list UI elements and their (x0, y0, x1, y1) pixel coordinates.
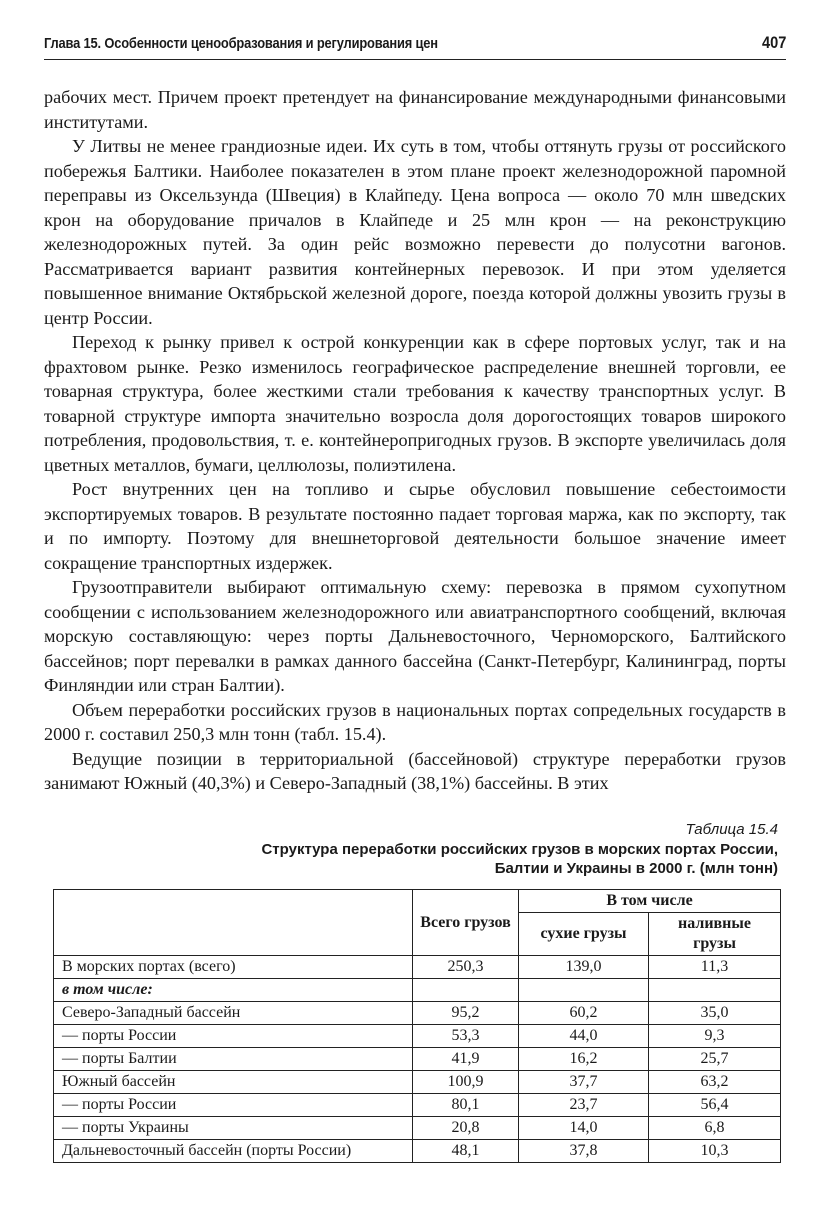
table-label: Таблица 15.4 (685, 821, 778, 838)
row-name: — порты Украины (54, 1117, 413, 1140)
table-row (54, 1002, 781, 1025)
row-liquid: 11,3 (649, 956, 781, 979)
row-liquid: 9,3 (649, 1025, 781, 1048)
row-total: 95,2 (413, 1002, 519, 1025)
row-total: 20,8 (413, 1117, 519, 1140)
row-dry: 23,7 (519, 1094, 649, 1117)
row-total: 250,3 (413, 956, 519, 979)
row-name: — порты России (54, 1025, 413, 1048)
row-name: Южный бассейн (54, 1071, 413, 1094)
table-caption (44, 820, 778, 878)
row-name: в том числе: (54, 979, 413, 1002)
row-dry: 37,8 (519, 1140, 649, 1163)
table-row (54, 1048, 781, 1071)
table-title-line: Структура переработки российских грузов в морских портах России, (261, 841, 778, 858)
header-total: Всего грузов (413, 890, 519, 956)
row-name: Дальневосточный бассейн (порты России) (54, 1140, 413, 1163)
row-total: 53,3 (413, 1025, 519, 1048)
table-row (54, 1094, 781, 1117)
header-dry: сухие грузы (519, 913, 649, 956)
body-text (44, 85, 786, 796)
row-name: В морских портах (всего) (54, 956, 413, 979)
running-header (44, 33, 786, 60)
row-dry: 139,0 (519, 956, 649, 979)
table-row (54, 1117, 781, 1140)
row-dry: 37,7 (519, 1071, 649, 1094)
row-name: — порты России (54, 1094, 413, 1117)
paragraph: Грузоотправители выбирают оптимальную схему: перевозка в прямом сухопутном сообщении с использованием железнодорожного или авиатранспортного сообщений, включая морскую составляющую: через порты Дальневосточного, Черноморского, Балтийского бассейнов; порт перевалки в рамках данного бассейна (Санкт-Петербург, Калининград, порты Финляндии или стран Балтии). (44, 577, 786, 695)
row-liquid: 25,7 (649, 1048, 781, 1071)
table-title-line: Балтии и Украины в 2000 г. (млн тонн) (494, 860, 778, 877)
table-row (54, 1140, 781, 1163)
row-liquid: 63,2 (649, 1071, 781, 1094)
cargo-structure-table (53, 889, 781, 1163)
row-total (413, 979, 519, 1002)
row-total: 80,1 (413, 1094, 519, 1117)
row-dry (519, 979, 649, 1002)
table-row (54, 1025, 781, 1048)
row-name: Северо-Западный бассейн (54, 1002, 413, 1025)
table-row (54, 979, 781, 1002)
row-name: — порты Балтии (54, 1048, 413, 1071)
row-dry: 16,2 (519, 1048, 649, 1071)
paragraph: Объем переработки российских грузов в национальных портах сопредельных государств в 2000 г. составил 250,3 млн тонн (табл. 15.4). (44, 699, 786, 744)
row-liquid: 56,4 (649, 1094, 781, 1117)
row-total: 41,9 (413, 1048, 519, 1071)
chapter-title: Глава 15. Особенности ценообразования и регулирования цен (44, 35, 438, 52)
row-dry: 60,2 (519, 1002, 649, 1025)
paragraph: У Литвы не менее грандиозные идеи. Их суть в том, чтобы оттянуть грузы от российского побережья Балтики. Наиболее показателен в этом плане проект железнодорожной паромной переправы из Оксельзунда (Швеция) в Клайпеду. Цена вопроса — около 70 млн шведских крон на оборудование причалов в Клайпеде и 25 млн крон — на реконструкцию железнодорожных путей. За один рейс возможно перевести до полусотни вагонов. Рассматривается вариант развития контейнерных перевозок. И при этом уделяется повышенное внимание Октябрьской железной дороге, поезда которой должны увозить грузы в центр России. (44, 136, 786, 328)
row-total: 100,9 (413, 1071, 519, 1094)
paragraph: рабочих мест. Причем проект претендует на финансирование международными финансовыми институтами. (44, 87, 786, 132)
row-dry: 44,0 (519, 1025, 649, 1048)
paragraph: Переход к рынку привел к острой конкуренции как в сфере портовых услуг, так и на фрахтовом рынке. Резко изменилось географическое распределение внешней торговли, ее товарная структура, более жесткими стали требования к качеству транспортных услуг. В товарной структуре импорта значительно возросла доля дорогостоящих товаров широкого потребления, продовольствия, т. е. контейнеропригодных грузов. В экспорте увеличилась доля цветных металлов, бумаги, целлюлозы, полиэтилена. (44, 332, 786, 475)
header-liquid: наливные грузы (649, 913, 781, 956)
header-empty (54, 890, 413, 956)
row-liquid: 35,0 (649, 1002, 781, 1025)
paragraph: Ведущие позиции в территориальной (бассейновой) структуре переработки грузов занимают Южный (40,3%) и Северо-Западный (38,1%) бассейны. В этих (44, 748, 786, 793)
table-row (54, 1071, 781, 1094)
row-liquid (649, 979, 781, 1002)
header-including: В том числе (519, 890, 781, 913)
row-dry: 14,0 (519, 1117, 649, 1140)
row-total: 48,1 (413, 1140, 519, 1163)
table-row (54, 956, 781, 979)
row-liquid: 6,8 (649, 1117, 781, 1140)
paragraph: Рост внутренних цен на топливо и сырье обусловил повышение себестоимости экспортируемых товаров. В результате постоянно падает торговая маржа, как по экспорту, так и по импорту. Поэтому для внешнеторговой деятельности большое значение имеет сокращение транспортных издержек. (44, 479, 786, 573)
row-liquid: 10,3 (649, 1140, 781, 1163)
page-number: 407 (761, 33, 786, 52)
